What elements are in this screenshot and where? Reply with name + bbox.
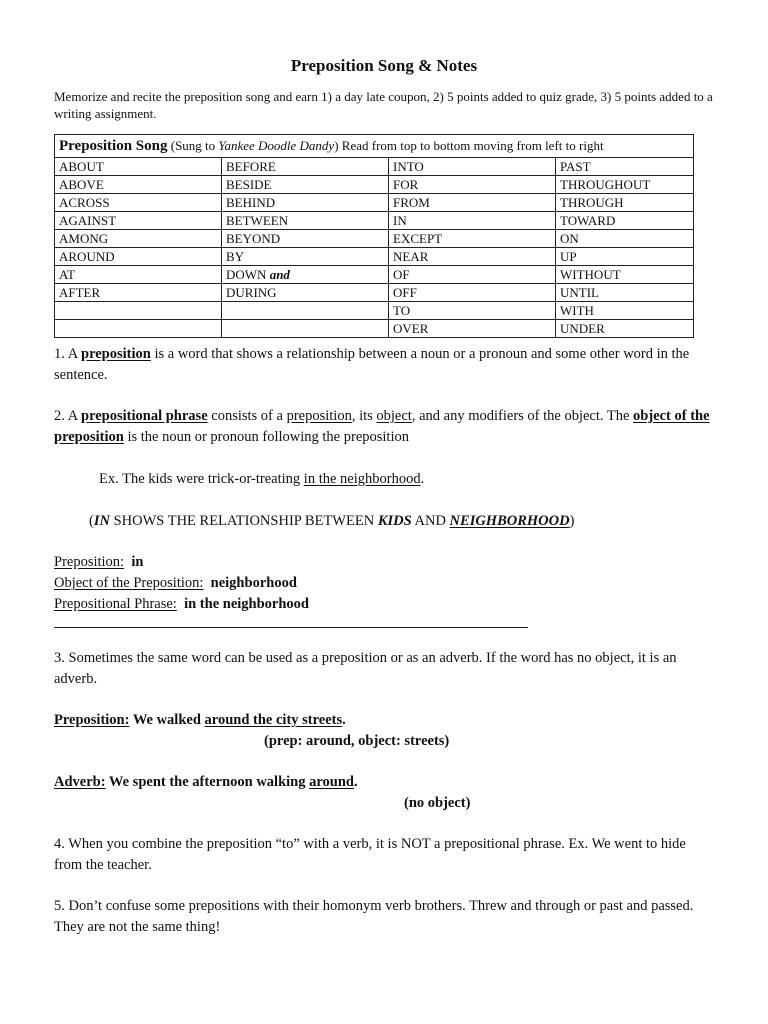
word-preposition: preposition: [286, 408, 352, 424]
table-cell-down-and: [222, 266, 389, 284]
adverb-example-label: Adverb:: [54, 774, 106, 790]
table-row: [55, 158, 694, 176]
table-cell: UNDER: [556, 320, 694, 338]
table-cell: PAST: [556, 158, 694, 176]
table-cell: EXCEPT: [389, 230, 556, 248]
term-preposition: preposition: [81, 346, 151, 362]
note-2: [54, 406, 714, 448]
rel-neighborhood: NEIGHBORHOOD: [449, 513, 570, 529]
breakdown-phrase: [54, 594, 714, 615]
adverb-example-text: We spent the afternoon walking: [105, 774, 310, 790]
prep-example-note: (prep: around, object: streets): [264, 733, 450, 749]
document-page: [54, 56, 714, 938]
relationship-line: [54, 511, 714, 532]
sung-tune: Yankee Doodle Dandy: [218, 138, 335, 153]
rel-open: (: [89, 513, 94, 529]
sung-suffix: ) Read from top to bottom moving from left to right: [334, 138, 604, 153]
note-1-number: 1. A: [54, 346, 81, 362]
song-heading: Preposition Song: [59, 138, 168, 154]
word-object: object: [376, 408, 412, 424]
note-2-text-d: is the noun or pronoun following the preposition: [123, 429, 409, 445]
table-cell: ON: [556, 230, 694, 248]
document-title: Preposition Song & Notes: [290, 56, 478, 75]
table-row: [55, 320, 694, 338]
example-suffix: .: [420, 471, 425, 487]
table-cell: BEHIND: [222, 194, 389, 212]
example-phrase: in the neighborhood: [303, 471, 421, 487]
prep-example-text: We walked: [129, 712, 205, 728]
rel-and: AND: [411, 513, 450, 529]
note-3: 3. Sometimes the same word can be used as a preposition or as an adverb. If the word has no object, it is an adverb.: [54, 650, 677, 687]
table-cell: ABOUT: [55, 158, 222, 176]
sung-prefix: (Sung to: [170, 138, 219, 153]
note-2-text-b: , its: [351, 408, 377, 424]
table-cell: AT: [55, 266, 222, 284]
table-cell: AROUND: [55, 248, 222, 266]
table-row: [55, 302, 694, 320]
breakdown-value: neighborhood: [210, 575, 297, 591]
adverb-example-note: (no object): [404, 795, 471, 811]
song-table-header: [55, 135, 694, 158]
table-row: [55, 284, 694, 302]
table-cell: INTO: [389, 158, 556, 176]
intro-text: Memorize and recite the preposition song and earn 1) a day late coupon, 2) 5 points added to quiz grade, 3) 5 points added to a writing assignment.: [54, 89, 713, 121]
note-2-text-c: , and any modifiers of the object. The: [411, 408, 634, 424]
table-cell: AGAINST: [55, 212, 222, 230]
table-cell: WITHOUT: [556, 266, 694, 284]
adverb-example-word: around: [309, 774, 354, 790]
table-cell: WITH: [556, 302, 694, 320]
table-cell: AMONG: [55, 230, 222, 248]
table-cell: [55, 320, 222, 338]
breakdown-list: [54, 552, 714, 615]
rel-in: IN: [93, 513, 110, 529]
table-cell: FROM: [389, 194, 556, 212]
breakdown-label: Prepositional Phrase:: [54, 596, 177, 612]
prep-example-label: Preposition:: [54, 712, 130, 728]
example-sentence: [54, 469, 714, 490]
table-cell: OVER: [389, 320, 556, 338]
term-prepositional-phrase: prepositional phrase: [81, 408, 208, 424]
table-row: [55, 212, 694, 230]
and-word: and: [269, 267, 290, 282]
breakdown-label: Preposition:: [54, 554, 125, 570]
breakdown-value: in: [131, 554, 144, 570]
breakdown-object: [54, 573, 714, 594]
table-cell: BEFORE: [222, 158, 389, 176]
note-2-text-a: consists of a: [207, 408, 287, 424]
table-cell: BEYOND: [222, 230, 389, 248]
note-1-text: is a word that shows a relationship between a noun or a pronoun and some other word in the sentence.: [54, 346, 690, 383]
divider-line: [54, 627, 528, 628]
adverb-example-end: .: [354, 774, 358, 790]
table-cell: BESIDE: [222, 176, 389, 194]
table-cell: BY: [222, 248, 389, 266]
rel-mid: SHOWS THE RELATIONSHIP BETWEEN: [109, 513, 378, 529]
table-cell: AFTER: [55, 284, 222, 302]
table-row: [55, 194, 694, 212]
table-cell: ABOVE: [55, 176, 222, 194]
down-word: DOWN: [226, 267, 267, 282]
table-cell: UP: [556, 248, 694, 266]
table-cell: TO: [389, 302, 556, 320]
note-1: [54, 344, 714, 386]
rel-close: ): [569, 513, 575, 529]
preposition-example: [54, 710, 714, 731]
table-cell: TOWARD: [556, 212, 694, 230]
breakdown-preposition: [54, 552, 714, 573]
table-row: [55, 230, 694, 248]
prep-example-phrase: around the city streets: [204, 712, 343, 728]
table-cell: [55, 302, 222, 320]
table-cell: FOR: [389, 176, 556, 194]
table-cell: IN: [389, 212, 556, 230]
table-cell: ACROSS: [55, 194, 222, 212]
table-cell: [222, 302, 389, 320]
table-cell: THROUGH: [556, 194, 694, 212]
table-row: [55, 266, 694, 284]
preposition-song-table: [54, 134, 694, 338]
term-object-of-preposition: object of the preposition: [54, 408, 710, 445]
table-cell: UNTIL: [556, 284, 694, 302]
table-cell: OFF: [389, 284, 556, 302]
table-cell: BETWEEN: [222, 212, 389, 230]
breakdown-label: Object of the Preposition:: [54, 575, 204, 591]
table-row: [55, 176, 694, 194]
rel-kids: KIDS: [377, 513, 412, 529]
note-2-number: 2. A: [54, 408, 81, 424]
prep-example-end: .: [342, 712, 346, 728]
table-cell: [222, 320, 389, 338]
note-5: 5. Don’t confuse some prepositions with their homonym verb brothers. Threw and through or past and passed. They are not the same thing!: [54, 898, 694, 935]
table-cell: THROUGHOUT: [556, 176, 694, 194]
table-cell: NEAR: [389, 248, 556, 266]
table-cell: DURING: [222, 284, 389, 302]
example-prefix: Ex. The kids were trick-or-treating: [99, 471, 304, 487]
table-cell: OF: [389, 266, 556, 284]
note-4: 4. When you combine the preposition “to” with a verb, it is NOT a prepositional phrase. Ex. We went to hide from the teacher.: [54, 836, 686, 873]
adverb-example: [54, 772, 714, 793]
song-header-cell: [55, 135, 694, 158]
breakdown-value: in the neighborhood: [184, 596, 309, 612]
table-row: [55, 248, 694, 266]
